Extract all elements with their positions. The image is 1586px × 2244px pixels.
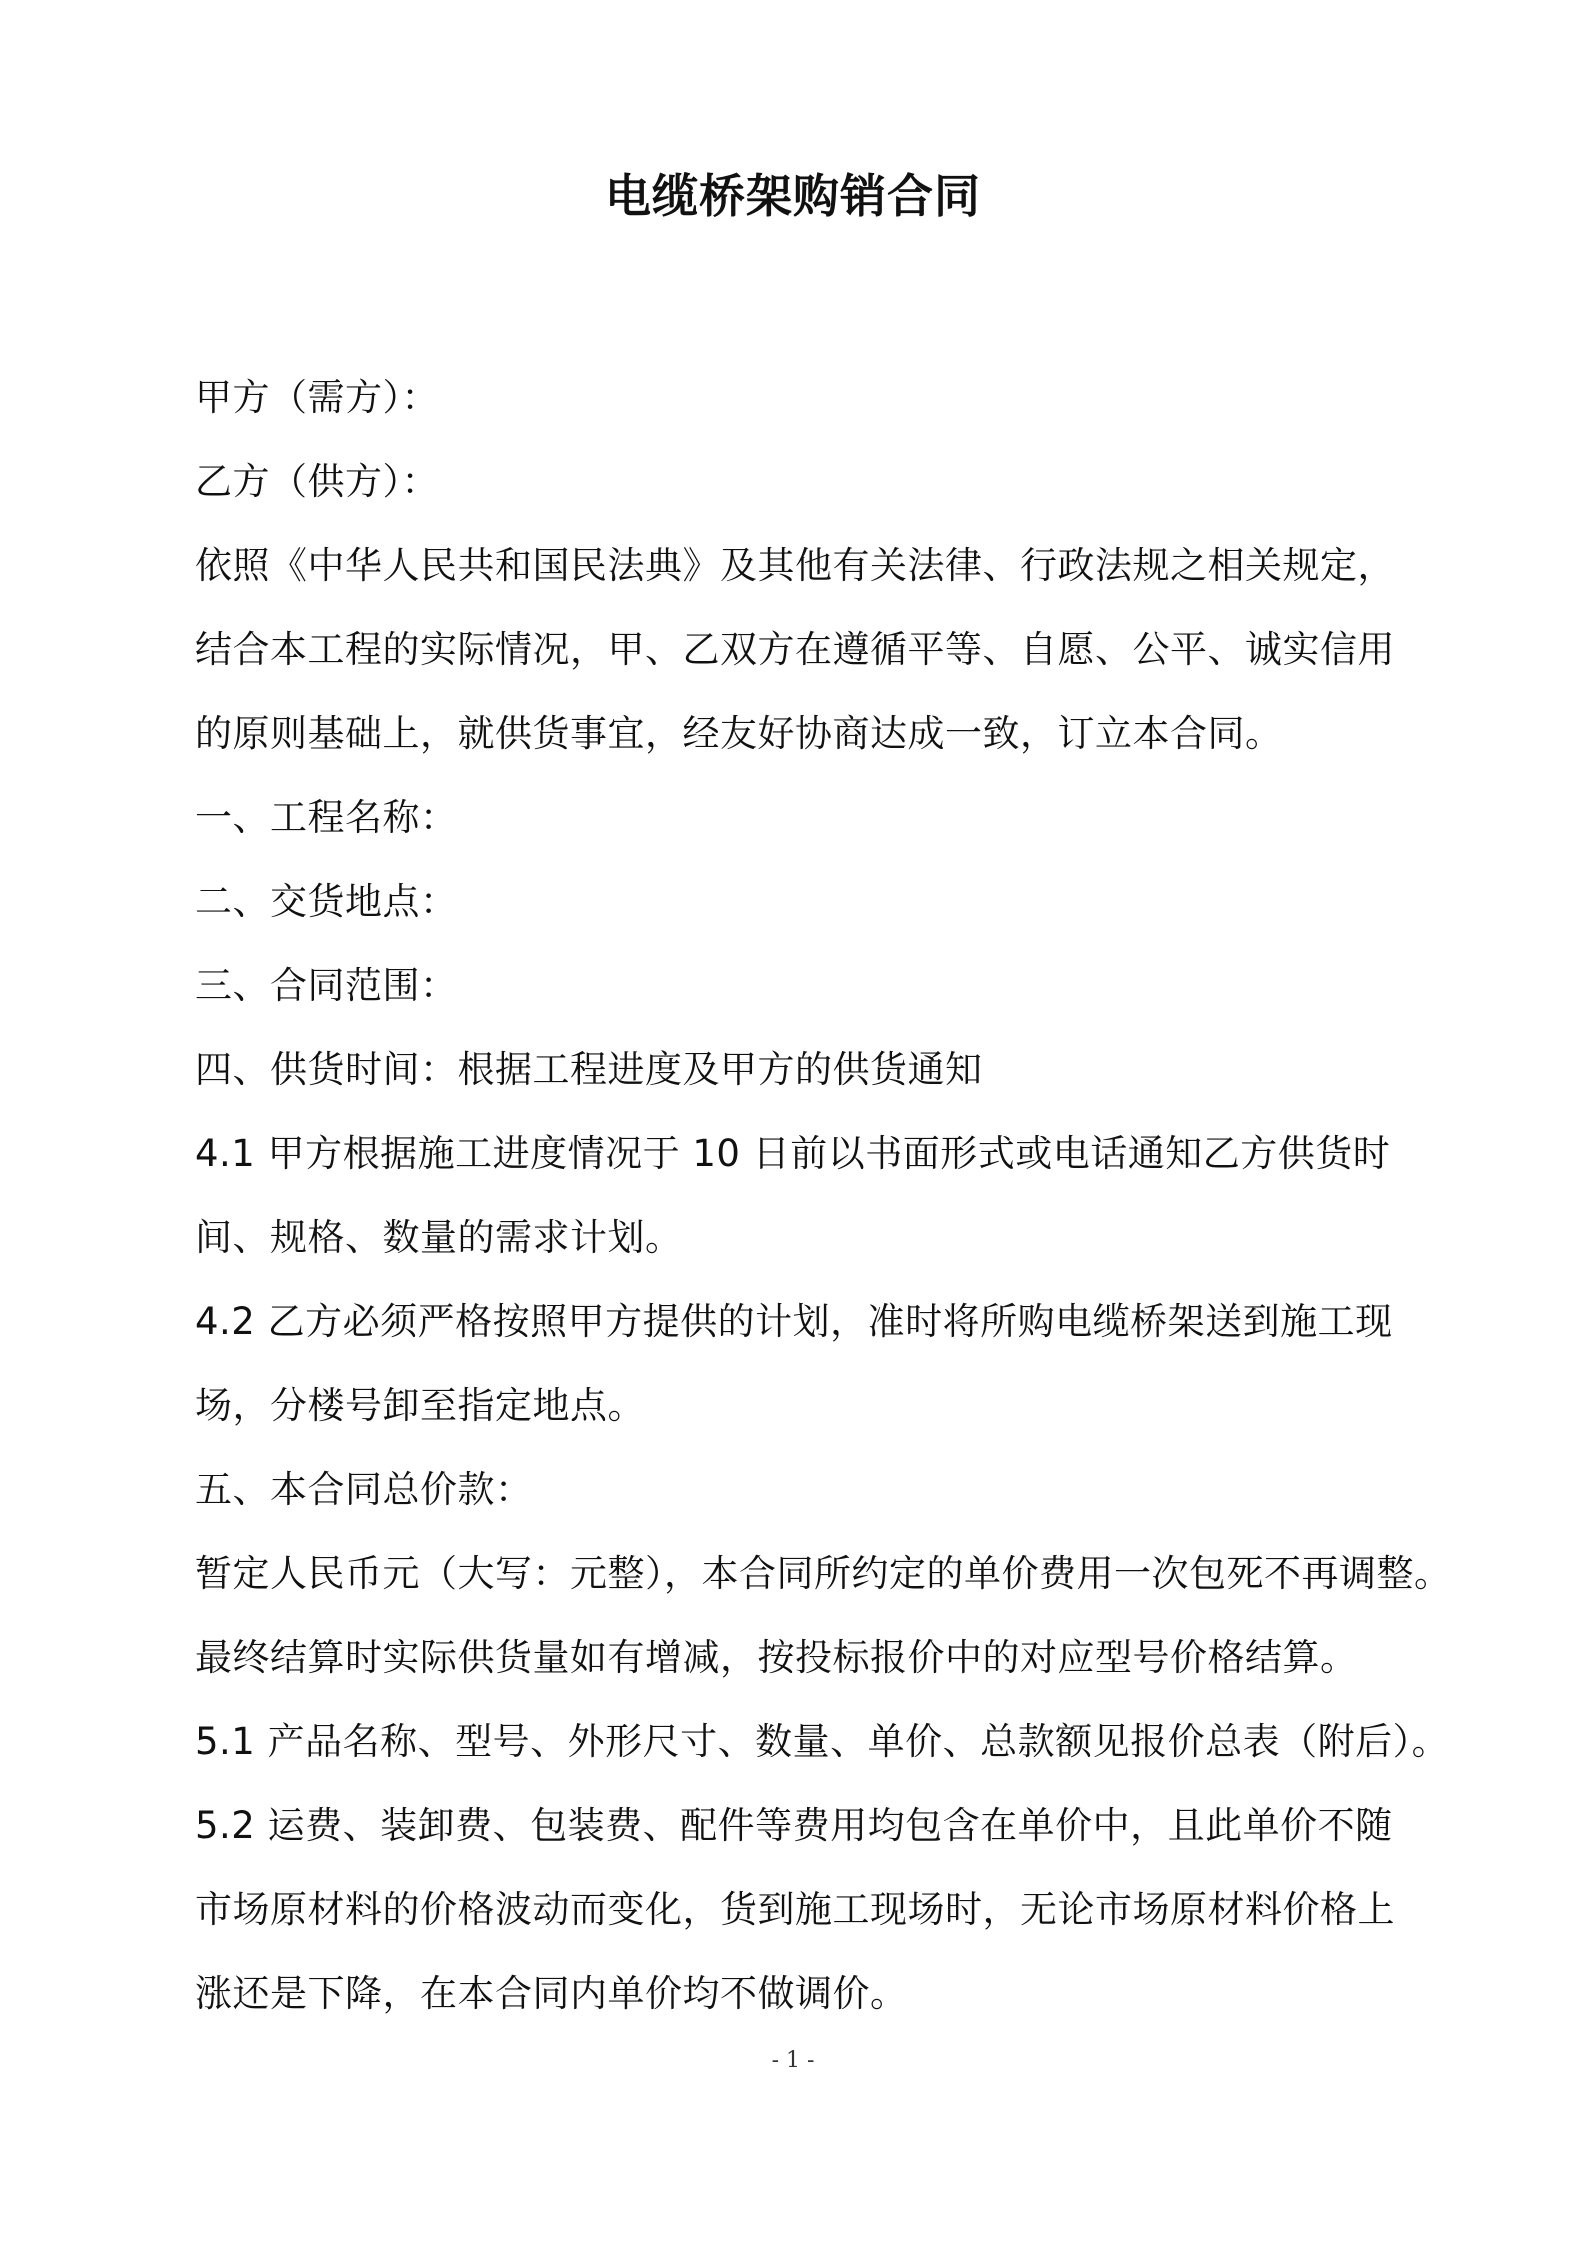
clause-4-1-line-1: 4.1 甲方根据施工进度情况于 10 日前以书面形式或电话通知乙方供货时 [195,1132,1391,1175]
clause-4-2-line-1: 4.2 乙方必须严格按照甲方提供的计划，准时将所购电缆桥架送到施工现 [195,1300,1393,1343]
section-4-supply-time: 四、供货时间：根据工程进度及甲方的供货通知 [195,1048,983,1091]
section-3-contract-scope: 三、合同范围： [195,964,458,1007]
party-b-line: 乙方（供方）： [195,460,439,503]
preamble-line-2: 结合本工程的实际情况，甲、乙双方在遵循平等、自愿、公平、诚实信用 [195,628,1395,671]
price-paragraph-line-2: 最终结算时实际供货量如有增减，按投标报价中的对应型号价格结算。 [195,1636,1358,1679]
preamble-line-1: 依照《中华人民共和国民法典》及其他有关法律、行政法规之相关规定， [195,544,1395,587]
document-body [195,356,1452,2036]
page-number: - 1 - [771,2048,815,2073]
preamble-line-3: 的原则基础上，就供货事宜，经友好协商达成一致，订立本合同。 [195,712,1283,755]
section-5-total-price: 五、本合同总价款： [195,1468,533,1511]
document-title: 电缆桥架购销合同 [605,169,981,223]
clause-5-2-line-3: 涨还是下降，在本合同内单价均不做调价。 [195,1972,908,2015]
clause-4-1-line-2: 间、规格、数量的需求计划。 [195,1216,683,1259]
clause-5-1: 5.1 产品名称、型号、外形尺寸、数量、单价、总款额见报价总表（附后）。 [195,1720,1450,1763]
party-a-line: 甲方（需方）： [195,376,439,419]
clause-5-2-line-1: 5.2 运费、装卸费、包装费、配件等费用均包含在单价中，且此单价不随 [195,1804,1393,1847]
section-1-project-name: 一、工程名称： [195,796,458,839]
clause-5-2-line-2: 市场原材料的价格波动而变化，货到施工现场时，无论市场原材料价格上 [195,1888,1395,1931]
section-2-delivery-location: 二、交货地点： [195,880,458,923]
price-paragraph-line-1: 暂定人民币元（大写：元整），本合同所约定的单价费用一次包死不再调整。 [195,1552,1452,1595]
clause-4-2-line-2: 场，分楼号卸至指定地点。 [195,1384,645,1427]
